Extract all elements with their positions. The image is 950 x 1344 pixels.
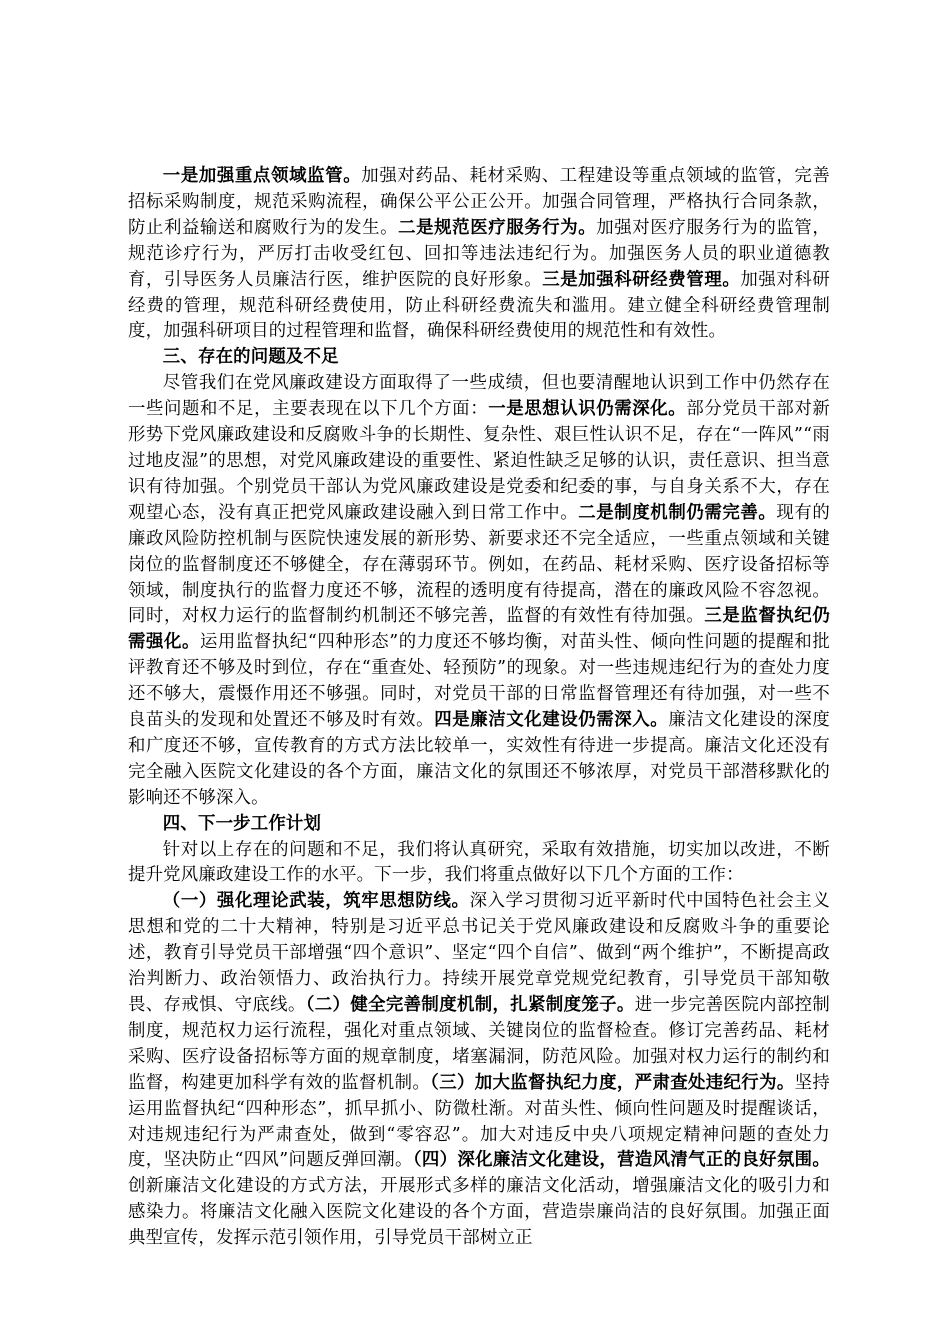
body-text: 部分党员干部对新形势下党风廉政建设和反腐败斗争的长期性、复杂性、艰巨性认识不足，存在“一阵风”“雨过地皮湿”的思想，对党风廉政建设的重要性、紧迫性缺乏足够的认识，责任意识、担当意识有待加强。个别党员干部认为党风廉政建设是党委和纪委的事，与自身关系不大，存在观望心态，没有真正把党风廉政建设融入到日常工作中。 xyxy=(128,399,830,523)
bold-lead: 三是监督执纪仍需强化。 xyxy=(128,606,830,653)
bold-lead: （四）深化廉洁文化建设，营造风清气正的良好氛围。 xyxy=(412,1150,830,1171)
bold-lead: （一）强化理论武装，筑牢思想防线。 xyxy=(162,891,470,912)
paragraph-plan-items xyxy=(128,889,830,1252)
section-heading-problems xyxy=(128,345,830,371)
body-text: 加强对药品、耗材采购、工程建设等重点领域的监管，完善招标采购制度，规范采购流程，确保公平公正公开。加强合同管理，严格执行合同条款，防止利益输送和腐败行为的发生。 xyxy=(128,166,831,238)
bold-lead: 四是廉洁文化建设仍需深入。 xyxy=(434,710,669,731)
body-text: 创新廉洁文化建设的方式方法，开展形式多样的廉洁文化活动，增强廉洁文化的吸引力和感染力。将廉洁文化融入医院文化建设的各个方面，营造崇廉尚洁的良好氛围。加强正面典型宣传，发挥示范引领作用，引导党员干部树立正 xyxy=(128,1176,830,1249)
body-text: 加强对医疗服务行为的监管，规范诊疗行为，严厉打击收受红包、回扣等违法违纪行为。加强医务人员的职业道德教育，引导医务人员廉洁行医，维护医院的良好形象。 xyxy=(128,217,830,290)
body-text: 廉洁文化建设的深度和广度还不够，宣传教育的方式方法比较单一，实效性有待进一步提高。廉洁文化还没有完全融入医院文化建设的各个方面，廉洁文化的氛围还不够浓厚，对党员干部潜移默化的影响还不够深入。 xyxy=(128,710,831,808)
bold-lead: （二）健全完善制度机制，扎紧制度笼子。 xyxy=(305,995,635,1015)
bold-lead: 三是加强科研经费管理。 xyxy=(542,269,741,290)
body-text: 坚持运用监督执纪“四种形态”，抓早抓小、防微杜渐。对苗头性、倾向性问题及时提醒谈话，对违规违纪行为严肃查处，做到“零容忍”。加大对违反中央八项规定精神问题的查处力度，坚决防止“四风”问题反弹回潮。 xyxy=(128,1072,830,1171)
heading-text: 三、存在的问题及不足 xyxy=(162,347,339,368)
paragraph-plan-intro xyxy=(128,838,830,890)
paragraph-problems xyxy=(128,371,830,811)
document-body xyxy=(128,164,830,1252)
body-text: 运用监督执纪“四种形态”的力度还不够均衡，对苗头性、倾向性问题的提醒和批评教育还不够及时到位，存在“重查处、轻预防”的现象。对一些违规违纪行为的查处力度还不够大，震慑作用还不够强。同时，对党员干部的日常监督管理还有待加强，对一些不良苗头的发现和处置还不够及时有效。 xyxy=(128,632,830,731)
bold-lead: 一是加强重点领域监管。 xyxy=(162,166,362,186)
body-text: 现有的廉政风险防控机制与医院快速发展的新形势、新要求还不完全适应，一些重点领域和关键岗位的监督制度还不够健全，存在薄弱环节。例如，在药品、耗材采购、医疗设备招标等领域，制度执行的监督力度还不够，流程的透明度有待提高，潜在的廉政风险不容忽视。同时，对权力运行的监督制约机制还不够完善，监督的有效性有待加强。 xyxy=(128,502,831,627)
bold-lead: 一是思想认识仍需深化。 xyxy=(488,399,687,420)
body-text: 尽管我们在党风廉政建设方面取得了一些成绩，但也要清醒地认识到工作中仍然存在一些问题和不足，主要表现在以下几个方面： xyxy=(128,373,830,420)
heading-text: 四、下一步工作计划 xyxy=(162,813,322,834)
bold-lead: 二是规范医疗服务行为。 xyxy=(398,217,597,238)
bold-lead: （三）加大监督执纪力度，严肃查处违纪行为。 xyxy=(430,1072,795,1093)
body-text: 加强对科研经费的管理，规范科研经费使用，防止科研经费流失和滥用。建立健全科研经费管理制度，加强科研项目的过程管理和监督，确保科研经费使用的规范性和有效性。 xyxy=(128,269,830,342)
body-text: 针对以上存在的问题和不足，我们将认真研究，采取有效措施，切实加以改进，不断提升党风廉政建设工作的水平。下一步，我们将重点做好以下几个方面的工作： xyxy=(128,839,830,886)
body-text: 深入学习贯彻习近平新时代中国特色社会主义思想和党的二十大精神，特别是习近平总书记关于党风廉政建设和反腐败斗争的重要论述，教育引导党员干部增强“四个意识”、坚定“四个自信”、做到“两个维护”，不断提高政治判断力、政治领悟力、政治执行力。持续开展党章党规党纪教育，引导党员干部知敬畏、存戒惧、守底线。 xyxy=(128,891,830,1015)
body-text: 进一步完善医院内部控制制度，规范权力运行流程，强化对重点领域、关键岗位的监督检查。修订完善药品、耗材采购、医疗设备招标等方面的规章制度，堵塞漏洞，防范风险。加强对权力运行的制约和监督，构建更加科学有效的监督机制。 xyxy=(128,995,830,1093)
paragraph-supervision-measures xyxy=(128,164,830,345)
bold-lead: 二是制度机制仍需完善。 xyxy=(578,502,777,523)
section-heading-next-plan xyxy=(128,812,830,838)
